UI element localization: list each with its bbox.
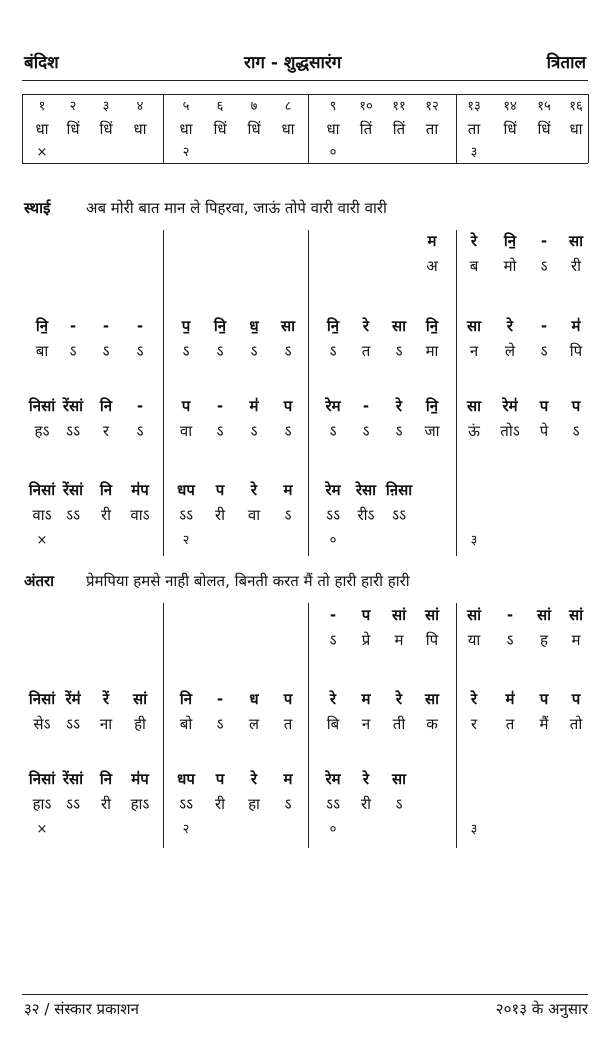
swar-note: - [136, 397, 144, 415]
header-left: बंदिश [24, 53, 59, 73]
lyric-syllable: री [570, 257, 582, 275]
swar-note: निसां [28, 481, 56, 499]
lyric-syllable: त [361, 342, 371, 360]
lyric-syllable: हाऽ [130, 795, 150, 813]
lyric-syllable: त [505, 715, 515, 733]
lyric-syllable: ले [504, 342, 516, 360]
lyric-syllable: ऽ [102, 342, 110, 360]
swar-note: सा [280, 317, 296, 335]
lyric-syllable: ऽ [284, 422, 292, 440]
lyric-syllable: ना [99, 715, 113, 733]
lyric-syllable: र [470, 715, 478, 733]
sthai-divider [456, 230, 457, 556]
lyric-syllable: मा [425, 342, 439, 360]
swar-note: - [216, 690, 224, 708]
lyric-syllable: ऽऽ [178, 506, 193, 524]
swar-note: रे [395, 397, 403, 415]
swar-note: नि॒ [425, 397, 439, 415]
lyric-syllable: हऽ [34, 422, 50, 440]
lyric-syllable: तोऽ [500, 422, 520, 440]
lyric-syllable: ह [540, 631, 548, 649]
swar-note: रे [250, 481, 258, 499]
lyric-syllable: ऽ [329, 631, 337, 649]
lyric-syllable: ऽ [329, 342, 337, 360]
swar-note: प [571, 397, 581, 415]
swar-note: प॒ [181, 317, 191, 335]
lyric-syllable: ऽ [136, 422, 144, 440]
taal-bol: धा [179, 120, 193, 138]
swar-note: म [361, 690, 371, 708]
antara-lyric: प्रेमपिया हमसे नाही बोलत, बिनती करत मैं तो हारी हारी हारी [86, 572, 410, 590]
taal-bol: धिं [66, 120, 80, 138]
swar-note: ध॒ [249, 317, 259, 335]
swar-note: धप [177, 770, 195, 788]
swar-note: रेम [325, 481, 341, 499]
lyric-syllable: रीऽ [357, 506, 375, 524]
swar-note: सां [424, 606, 440, 624]
taal-bol: धा [326, 120, 340, 138]
lyric-syllable: ऽ [284, 506, 292, 524]
lyric-syllable: क [426, 715, 438, 733]
antara-divider [163, 603, 164, 848]
lyric-syllable: ऽ [362, 422, 370, 440]
swar-note: प [283, 397, 293, 415]
lyric-syllable: वा [179, 422, 193, 440]
swar-note: प [361, 606, 371, 624]
antara-label: अंतरा [24, 572, 55, 590]
header-right: त्रिताल [546, 53, 586, 73]
swar-note: रेसा [355, 481, 377, 499]
lyric-syllable: ऽऽ [65, 506, 80, 524]
sthai-label: स्थाई [24, 199, 51, 217]
taal-mark: × [36, 822, 48, 837]
swar-note: नि॒ [213, 317, 227, 335]
swar-note: प [539, 397, 549, 415]
lyric-syllable: बि [326, 715, 340, 733]
swar-note: सां [536, 606, 552, 624]
taal-number: ३ [102, 99, 110, 114]
lyric-syllable: ऽ [69, 342, 77, 360]
footer-left: ३२ / संस्कार प्रकाशन [24, 1000, 139, 1018]
lyric-syllable: वाऽ [130, 506, 150, 524]
lyric-syllable: ऽ [284, 342, 292, 360]
lyric-syllable: ऽ [540, 342, 548, 360]
lyric-syllable: ऽ [284, 795, 292, 813]
lyric-syllable: प्रे [361, 631, 371, 649]
lyric-syllable: जा [424, 422, 440, 440]
taal-divider [308, 94, 309, 163]
lyric-syllable: ऽ [572, 422, 580, 440]
lyric-syllable: ऽ [216, 715, 224, 733]
swar-note: प [215, 770, 225, 788]
swar-note: - [136, 317, 144, 335]
taal-bol: धिं [537, 120, 551, 138]
lyric-syllable: ऽऽ [65, 422, 80, 440]
taal-number: १४ [503, 99, 517, 114]
lyric-syllable: हा [248, 795, 260, 813]
swar-note: रे [250, 770, 258, 788]
swar-note: - [362, 397, 370, 415]
swar-note: नि॒ [326, 317, 340, 335]
lyric-syllable: ऽ [136, 342, 144, 360]
antara-divider [308, 603, 309, 848]
sthai-divider [163, 230, 164, 556]
swar-note: सां [568, 606, 584, 624]
taal-left-border [22, 94, 23, 163]
lyric-syllable: ऽ [540, 257, 548, 275]
taal-bol: धिं [503, 120, 517, 138]
taal-number: ११ [392, 99, 406, 114]
lyric-syllable: ऽऽ [325, 795, 340, 813]
taal-divider [163, 94, 164, 163]
lyric-syllable: ऽऽ [178, 795, 193, 813]
swar-note: निसां [28, 770, 56, 788]
taal-number: ५ [182, 99, 190, 114]
swar-note: म॑ [505, 690, 515, 708]
lyric-syllable: या [467, 631, 481, 649]
taal-top-border [22, 94, 588, 95]
swar-note: रेम [325, 397, 341, 415]
swar-note: - [506, 606, 514, 624]
lyric-syllable: हाऽ [32, 795, 52, 813]
lyric-syllable: ऽ [506, 631, 514, 649]
swar-note: प [539, 690, 549, 708]
lyric-syllable: ऽऽ [65, 715, 80, 733]
swar-note: - [69, 317, 77, 335]
swar-note: म॑प [131, 481, 149, 499]
taal-mark: ० [329, 145, 337, 160]
taal-number: १३ [467, 99, 481, 114]
taal-bol: तिं [392, 120, 406, 138]
lyric-syllable: तो [569, 715, 583, 733]
lyric-syllable: सेऽ [33, 715, 51, 733]
swar-note: सां [132, 690, 148, 708]
sthai-lyric: अब मोरी बात मान ले पिहरवा, जाऊं तोपे वारी वारी वारी [86, 199, 387, 217]
lyric-syllable: ऽ [250, 342, 258, 360]
lyric-syllable: न [469, 342, 479, 360]
swar-note: रे [362, 770, 370, 788]
taal-mark: ३ [470, 822, 478, 837]
lyric-syllable: वा [247, 506, 261, 524]
lyric-syllable: ऽ [216, 422, 224, 440]
swar-note: प [181, 397, 191, 415]
footer-rule [22, 994, 588, 995]
taal-bol: ता [467, 120, 481, 138]
taal-mark: ० [329, 533, 337, 548]
swar-note: रेंम॑ [65, 690, 81, 708]
lyric-syllable: ऽ [216, 342, 224, 360]
taal-mark: × [36, 533, 48, 548]
lyric-syllable: ऽ [395, 342, 403, 360]
lyric-syllable: बो [179, 715, 193, 733]
swar-note: म [283, 770, 293, 788]
lyric-syllable: मो [503, 257, 517, 275]
lyric-syllable: री [214, 506, 226, 524]
lyric-syllable: ऽ [395, 422, 403, 440]
lyric-syllable: म [394, 631, 404, 649]
swar-note: म॑प [131, 770, 149, 788]
header-rule [22, 80, 588, 81]
swar-note: प [215, 481, 225, 499]
swar-note: प [283, 690, 293, 708]
lyric-syllable: ऽऽ [325, 506, 340, 524]
swar-note: रे [362, 317, 370, 335]
swar-note: धप [177, 481, 195, 499]
swar-note: सां [466, 606, 482, 624]
swar-note: रे [329, 690, 337, 708]
swar-note: नि [99, 770, 113, 788]
lyric-syllable: ऊं [468, 422, 480, 440]
swar-note: प [571, 690, 581, 708]
taal-mark: ० [329, 822, 337, 837]
swar-note: म [283, 481, 293, 499]
swar-note: ध [249, 690, 259, 708]
swar-note: सा [391, 317, 407, 335]
taal-bol: तिं [359, 120, 373, 138]
swar-note: रेम [325, 770, 341, 788]
lyric-syllable: ही [134, 715, 146, 733]
taal-bol: धा [133, 120, 147, 138]
swar-note: सा [466, 397, 482, 415]
lyric-syllable: ल [248, 715, 260, 733]
taal-mark: २ [182, 533, 190, 548]
lyric-syllable: म [571, 631, 581, 649]
swar-note: म [427, 232, 437, 250]
swar-note: म॑ [249, 397, 259, 415]
taal-number: ४ [136, 99, 144, 114]
swar-note: - [540, 317, 548, 335]
taal-mark: × [36, 145, 48, 160]
taal-number: २ [69, 99, 77, 114]
swar-note: नि [99, 481, 113, 499]
swar-note: रे [506, 317, 514, 335]
swar-note: - [102, 317, 110, 335]
swar-note: रेम॑ [502, 397, 518, 415]
lyric-syllable: ऽ [250, 422, 258, 440]
taal-bol: ता [425, 120, 439, 138]
taal-bol: धा [281, 120, 295, 138]
swar-note: नि॒ [503, 232, 517, 250]
taal-bol: धा [35, 120, 49, 138]
lyric-syllable: ऽ [395, 795, 403, 813]
swar-note: रे [470, 690, 478, 708]
lyric-syllable: ती [392, 715, 406, 733]
swar-note: नि [99, 397, 113, 415]
swar-note: रेंसां [62, 770, 84, 788]
lyric-syllable: न [361, 715, 371, 733]
taal-bol: धिं [213, 120, 227, 138]
lyric-syllable: अ [426, 257, 438, 275]
swar-note: सां [391, 606, 407, 624]
sthai-divider [308, 230, 309, 556]
taal-bol: धिं [247, 120, 261, 138]
lyric-syllable: ऽ [182, 342, 190, 360]
lyric-syllable: वाऽ [32, 506, 52, 524]
taal-number: १५ [537, 99, 551, 114]
swar-note: - [329, 606, 337, 624]
swar-note: नि॒ [425, 317, 439, 335]
taal-mark: २ [182, 822, 190, 837]
swar-note: नि [179, 690, 193, 708]
swar-note: सा [568, 232, 584, 250]
taal-mark: ३ [470, 533, 478, 548]
lyric-syllable: री [360, 795, 372, 813]
lyric-syllable: ब [469, 257, 479, 275]
lyric-syllable: री [100, 795, 112, 813]
taal-number: १६ [569, 99, 583, 114]
swar-note: निसां [28, 397, 56, 415]
swar-note: निसां [28, 690, 56, 708]
taal-mark: २ [182, 145, 190, 160]
lyric-syllable: ऽ [329, 422, 337, 440]
swar-note: नि॒ [35, 317, 49, 335]
swar-note: - [216, 397, 224, 415]
taal-number: ८ [284, 99, 292, 114]
swar-note: म॑ [571, 317, 581, 335]
taal-bol: धा [569, 120, 583, 138]
lyric-syllable: री [100, 506, 112, 524]
taal-number: ७ [250, 99, 258, 114]
swar-note: - [540, 232, 548, 250]
swar-note: ऩिसा [385, 481, 413, 499]
swar-note: रेंसां [62, 481, 84, 499]
lyric-syllable: बा [35, 342, 49, 360]
taal-number: १२ [425, 99, 439, 114]
taal-bol: धिं [99, 120, 113, 138]
lyric-syllable: री [214, 795, 226, 813]
page-title: राग - शुद्धसारंग [244, 53, 342, 73]
taal-number: १० [359, 99, 373, 114]
taal-number: ६ [216, 99, 224, 114]
lyric-syllable: र [102, 422, 110, 440]
lyric-syllable: ऽऽ [65, 795, 80, 813]
lyric-syllable: मैं [539, 715, 549, 733]
swar-note: सा [424, 690, 440, 708]
footer-right: २०१३ के अनुसार [495, 1000, 588, 1018]
taal-bottom-border [22, 163, 588, 164]
swar-note: सा [466, 317, 482, 335]
lyric-syllable: ऽऽ [391, 506, 406, 524]
swar-note: रे [395, 690, 403, 708]
lyric-syllable: पे [539, 422, 549, 440]
swar-note: सा [391, 770, 407, 788]
taal-number: ९ [329, 99, 337, 114]
swar-note: रें [102, 690, 110, 708]
taal-mark: ३ [470, 145, 478, 160]
lyric-syllable: पि [425, 631, 439, 649]
swar-note: रे [470, 232, 478, 250]
swar-note: रेंसां [62, 397, 84, 415]
lyric-syllable: पि [569, 342, 583, 360]
lyric-syllable: त [283, 715, 293, 733]
taal-number: १ [38, 99, 46, 114]
